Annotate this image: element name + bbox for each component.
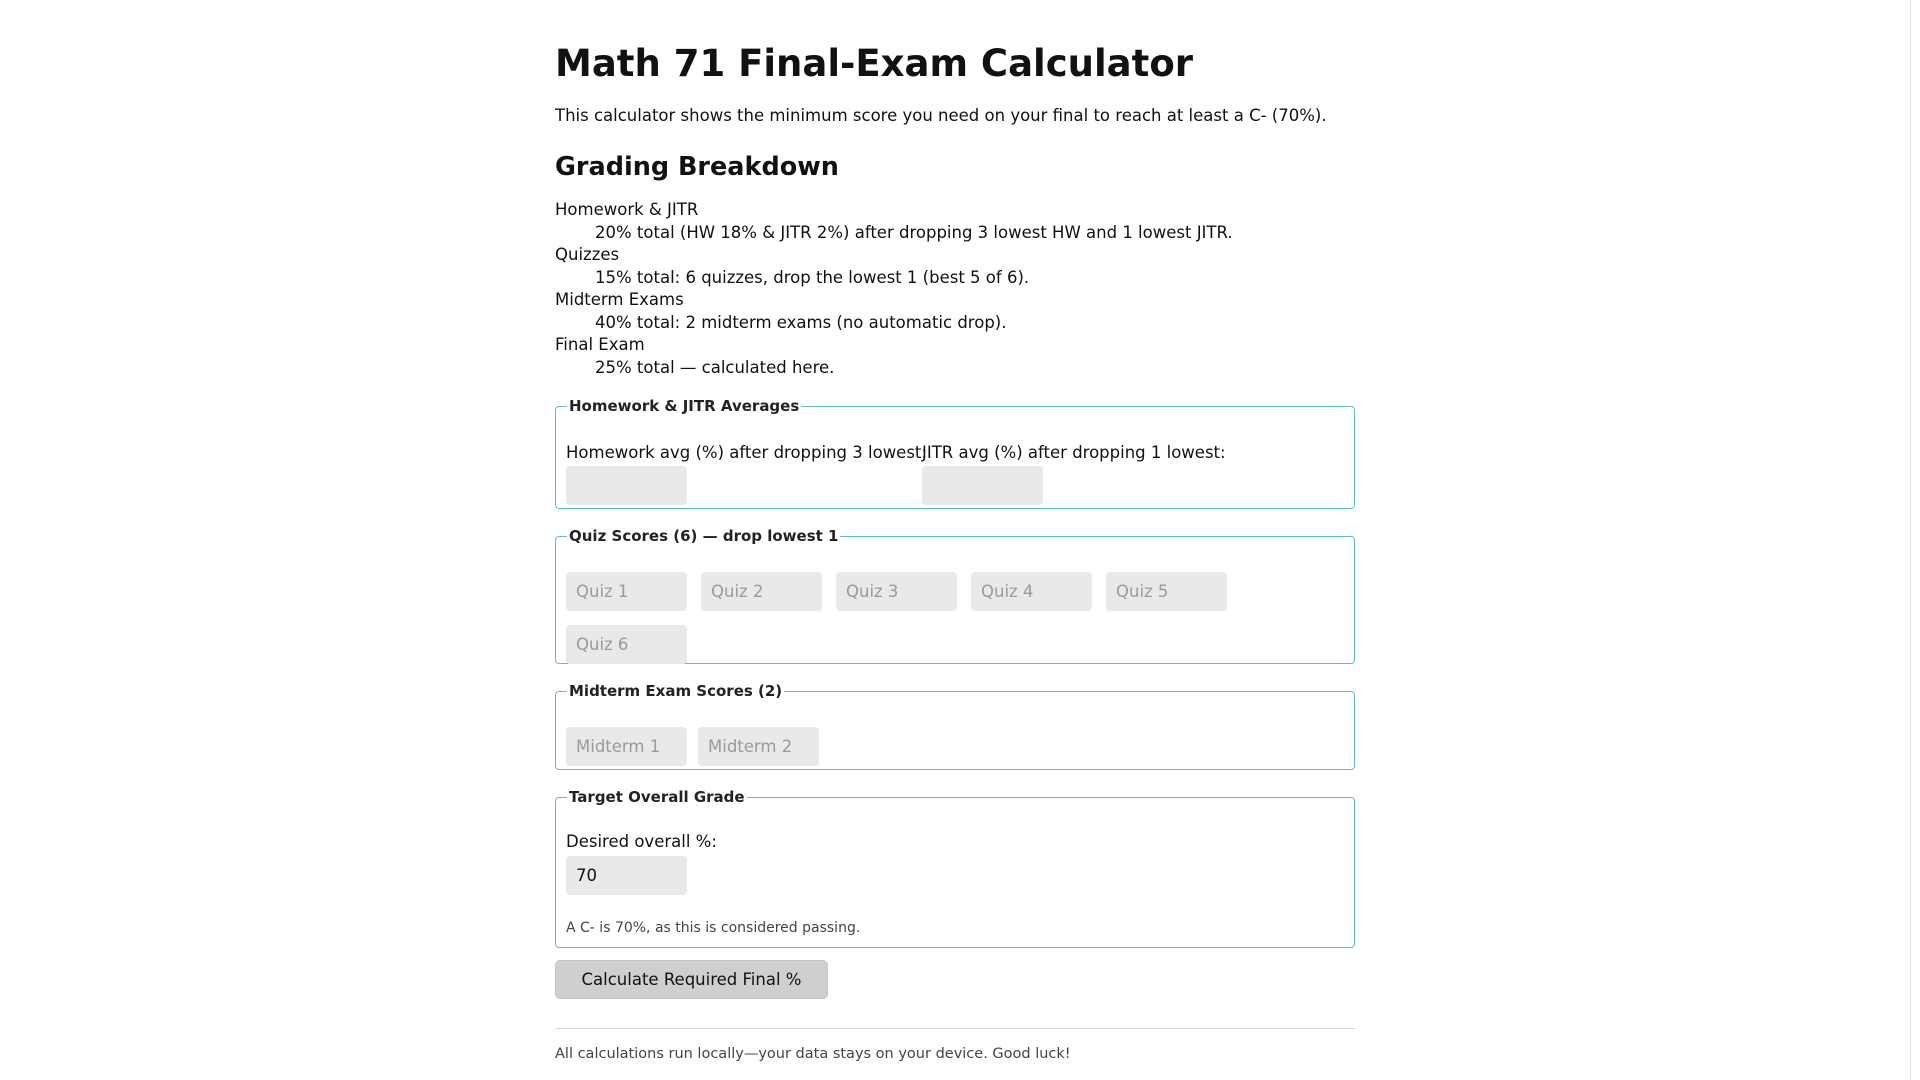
page-title: Math 71 Final-Exam Calculator [555, 42, 1193, 85]
desired-overall-input[interactable] [566, 856, 687, 895]
footer-text: All calculations run locally—your data stays on your device. Good luck! [555, 1046, 1071, 1062]
jitr-avg-label: JITR avg (%) after dropping 1 lowest: [922, 443, 1226, 462]
quiz-2-input[interactable] [701, 572, 822, 611]
desired-overall-label: Desired overall %: [566, 832, 717, 851]
midterm-scores-legend: Midterm Exam Scores (2) [569, 682, 783, 700]
breakdown-term-midterms: Midterm Exams [555, 290, 684, 309]
homework-avg-label: Homework avg (%) after dropping 3 lowest: [566, 443, 927, 462]
quiz-1-input[interactable] [566, 572, 687, 611]
calculate-button[interactable]: Calculate Required Final % [555, 960, 828, 999]
intro-text: This calculator shows the minimum score you need on your final to reach at least a C- (70%). [555, 106, 1327, 125]
breakdown-term-quizzes: Quizzes [555, 245, 620, 264]
midterm-2-input[interactable] [698, 727, 819, 766]
breakdown-desc-quizzes: 15% total: 6 quizzes, drop the lowest 1 (best 5 of 6). [595, 267, 1030, 287]
quiz-6-input[interactable] [566, 625, 687, 664]
quiz-4-input[interactable] [971, 572, 1092, 611]
homework-jitr-fieldset [555, 397, 1355, 509]
quiz-scores-legend: Quiz Scores (6) — drop lowest 1 [569, 527, 839, 545]
target-grade-legend: Target Overall Grade [569, 788, 745, 806]
midterm-scores-fieldset [555, 682, 1355, 770]
grading-breakdown-list [555, 199, 1355, 379]
breakdown-desc-final: 25% total — calculated here. [595, 357, 835, 377]
target-grade-fieldset [555, 788, 1355, 948]
homework-jitr-legend: Homework & JITR Averages [569, 397, 800, 415]
jitr-avg-input[interactable] [922, 466, 1043, 505]
breakdown-desc-midterms: 40% total: 2 midterm exams (no automatic drop). [595, 312, 1007, 332]
footer-divider [555, 1028, 1355, 1029]
midterm-1-input[interactable] [566, 727, 687, 766]
quiz-5-input[interactable] [1106, 572, 1227, 611]
quiz-scores-fieldset [555, 527, 1355, 664]
quiz-3-input[interactable] [836, 572, 957, 611]
passing-hint-text: A C- is 70%, as this is considered passing. [566, 920, 861, 936]
breakdown-term-homework: Homework & JITR [555, 200, 699, 219]
grading-breakdown-heading: Grading Breakdown [555, 152, 839, 182]
breakdown-desc-homework: 20% total (HW 18% & JITR 2%) after dropping 3 lowest HW and 1 lowest JITR. [595, 222, 1233, 242]
homework-avg-input[interactable] [566, 466, 687, 505]
scrollbar[interactable] [1910, 0, 1920, 1080]
breakdown-term-final: Final Exam [555, 335, 645, 354]
